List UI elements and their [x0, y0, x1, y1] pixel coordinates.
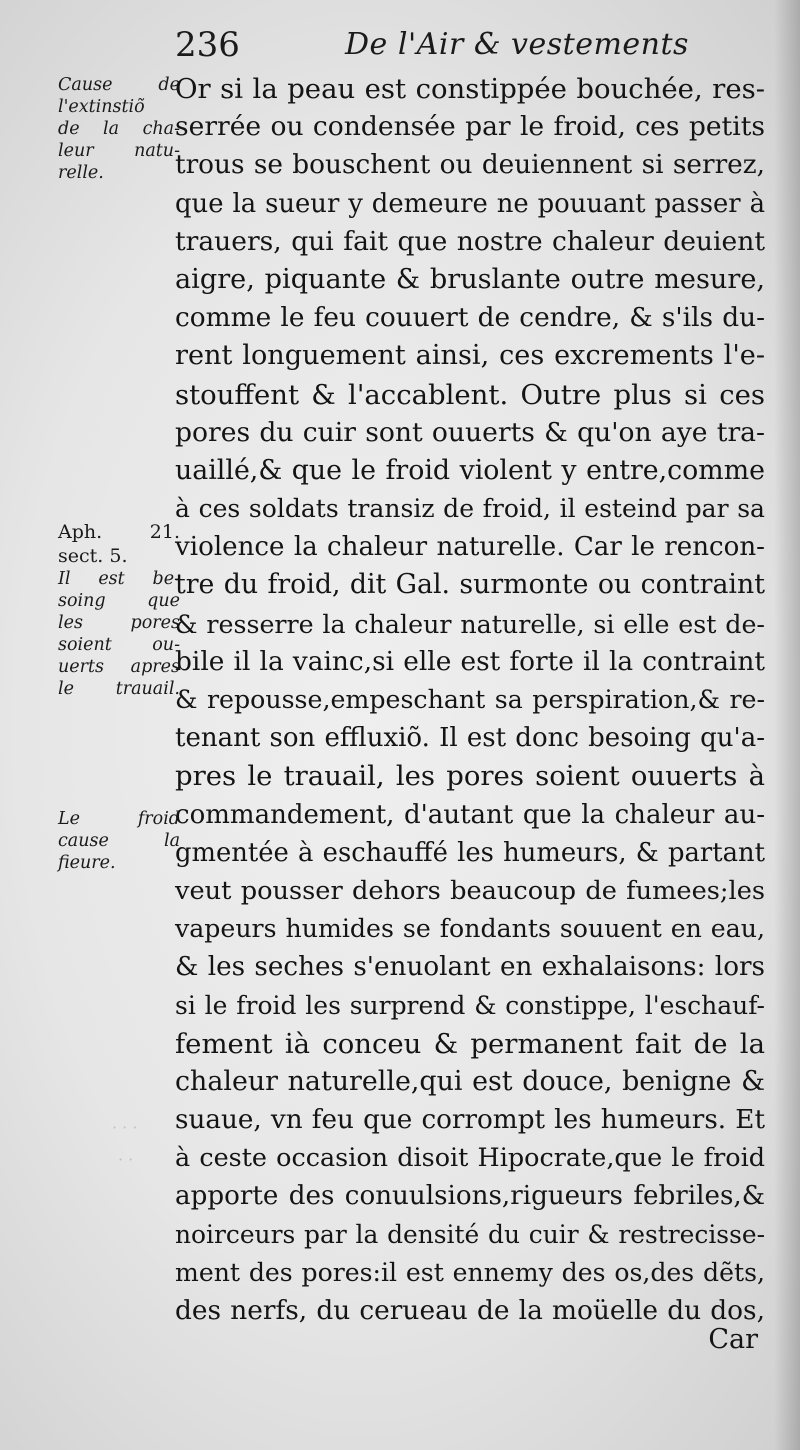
text-line: bile il la vainc,si elle est forte il la contraint [175, 645, 765, 677]
page-edge-shadow [774, 0, 800, 1450]
text-line: apporte des conuulsions,rigueurs febriles,& [175, 1181, 765, 1212]
text-line: à ces soldats transiz de froid, il esteind par sa [175, 494, 765, 524]
margin-note-line: soient ou- [58, 635, 180, 655]
margin-note-line: l'extinstiõ [58, 97, 145, 117]
text-line: si le froid les surprend & constippe, l'eschauf- [175, 990, 765, 1020]
text-line: comme le feu couuert de cendre, & s'ils du- [175, 303, 765, 334]
text-line: des nerfs, du cerueau de la moüelle du dos, [175, 1295, 765, 1326]
text-line: aigre, piquante & bruslante outre mesure, [175, 263, 765, 295]
text-line: vapeurs humides se fondants souuent en eau, [175, 914, 765, 944]
margin-note-line: de la cha- [58, 119, 180, 139]
margin-note-line: Aph. 21. [58, 521, 180, 543]
margin-note-line: fieure. [58, 853, 116, 873]
text-line: Or si la peau est constippée bouchée, res- [175, 73, 765, 105]
margin-note-line: Il est be- [58, 569, 180, 589]
text-line: ment des pores:il est ennemy des os,des dẽts, [175, 1257, 765, 1287]
show-through-ink: · · · [112, 1118, 138, 1137]
margin-note-line: uerts apres [58, 657, 180, 677]
running-title: De l'Air & vestements [345, 27, 689, 62]
text-line: tenant son effluxiõ. Il est donc besoing qu'a- [175, 723, 765, 754]
text-line: serrée ou condensée par le froid, ces petits [175, 111, 765, 143]
text-line: tre du froid, dit Gal. surmonte ou contraint [175, 569, 765, 601]
text-line: gmentée à eschauffé les humeurs, & partant [175, 837, 765, 868]
text-line: trauers, qui fait que nostre chaleur deuient [175, 225, 765, 257]
margin-note-extinction [58, 74, 180, 184]
text-line: & repousse,empeschant sa perspiration,& re- [175, 685, 765, 714]
margin-note-fever [58, 808, 180, 874]
text-line: & resserre la chaleur naturelle, si elle est de- [175, 608, 765, 639]
margin-note-line: le trauail. [58, 679, 180, 699]
text-line: commandement, d'autant que la chaleur au- [175, 799, 765, 830]
text-line: stouffent & l'accablent. Outre plus si ces [175, 378, 765, 411]
text-line: trous se bouschent ou deuiennent si serrez, [175, 150, 765, 181]
margin-note-aphorism [58, 520, 180, 700]
margin-note-line: cause la [58, 831, 180, 851]
margin-note-line: Cause de [58, 75, 180, 95]
margin-note-line: soing que [58, 591, 180, 611]
text-line: à ceste occasion disoit Hipocrate,que le froid [175, 1143, 765, 1174]
text-line: chaleur naturelle,qui est douce, benigne & [175, 1065, 765, 1097]
text-line: uaillé,& que le froid violent y entre,comme [175, 454, 765, 486]
text-line: rent longuement ainsi, ces excrements l'e- [175, 340, 765, 372]
page-number: 236 [175, 25, 240, 65]
text-line: violence la chaleur naturelle. Car le rencon- [175, 532, 765, 563]
text-line: noirceurs par la densité du cuir & restrecisse- [175, 1219, 765, 1249]
text-line: veut pousser dehors beaucoup de fumees;les [175, 875, 765, 906]
text-line: que la sueur y demeure ne pouuant passer à [175, 188, 765, 219]
text-line: pores du cuir sont ouuerts & qu'on aye tra- [175, 416, 765, 448]
main-text-block [175, 70, 765, 1330]
margin-note-line: relle. [58, 163, 104, 183]
text-line: suaue, vn feu que corrompt les humeurs. Et [175, 1105, 765, 1136]
margin-note-line: les pores [58, 613, 180, 633]
text-line: fement ià conceu & permanent fait de la [175, 1027, 765, 1060]
margin-note-line: leur natu- [58, 141, 180, 161]
text-line: & les seches s'enuolant en exhalaisons: lors [175, 952, 765, 983]
page-header [175, 22, 785, 68]
margin-note-line: sect. 5. [58, 545, 128, 567]
text-line: pres le trauail, les pores soient ouuerts à [175, 760, 765, 793]
catchword: Car [708, 1324, 758, 1355]
margin-note-line: Le froid [58, 809, 180, 829]
show-through-ink: · · [118, 1150, 134, 1169]
